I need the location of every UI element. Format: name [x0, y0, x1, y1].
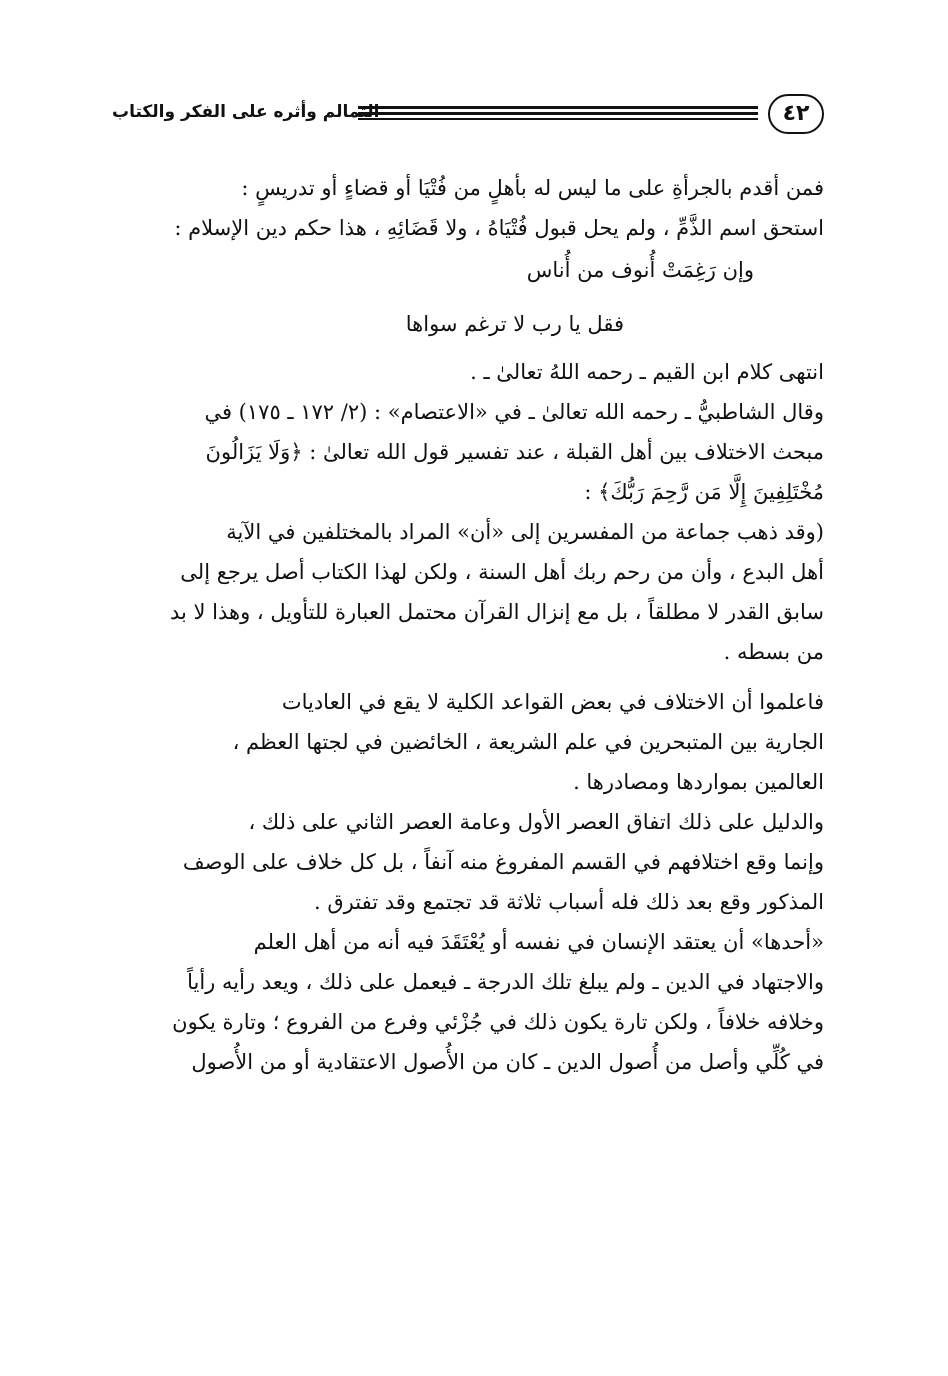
text-line: مبحث الاختلاف بين أهل القبلة ، عند تفسير قول الله تعالىٰ : ﴿وَلَا يَزَالُونَ	[205, 440, 824, 464]
book-title: التمالم وأثره على الفكر والكتاب	[112, 102, 380, 122]
text-line: سابق القدر لا مطلقاً ، بل مع إنزال القرآن محتمل العبارة للتأويل ، وهذا لا بد	[169, 600, 824, 624]
text-line: استحق اسم الذَّمِّ ، ولم يحل قبول فُتْيَاهُ ، ولا قَضَائِهِ ، هذا حكم دين الإسلام :	[174, 216, 824, 240]
header-rules	[358, 106, 758, 120]
text-line: فاعلموا أن الاختلاف في بعض القواعد الكلية لا يقع في العاديات	[281, 690, 824, 714]
text-line: والاجتهاد في الدين ـ ولم يبلغ تلك الدرجة ـ فيعمل على ذلك ، ويعد رأيه رأياً	[187, 970, 824, 994]
text-line: في كُلِّي وأصل من أُصول الدين ـ كان من الأُصول الاعتقادية أو من الأُصول	[191, 1050, 824, 1074]
text-line: «أحدها» أن يعتقد الإنسان في نفسه أو يُعْتَقَدَ فيه أنه من أهل العلم	[253, 930, 824, 954]
poem-hemistich: فقل يا رب لا ترغم سواها	[405, 312, 624, 336]
page-number: ٤٢	[768, 94, 824, 134]
poem-hemistich: وإن رَغِمَتْ أُنوف من أُناس	[526, 258, 754, 282]
text-line: وقال الشاطبيُّ ـ رحمه الله تعالىٰ ـ في «الاعتصام» : (٢/ ١٧٢ ـ ١٧٥) في	[204, 400, 824, 424]
quran-verse-line: مُخْتَلِفِينَ إِلَّا مَن رَّحِمَ رَبُّكَ﴾ :	[584, 480, 824, 504]
page-body	[112, 168, 824, 1082]
header-rule	[358, 112, 758, 115]
text-line: فمن أقدم بالجرأةِ على ما ليس له بأهلٍ من فُتْيَا أو قضاءٍ أو تدريسٍ :	[241, 176, 824, 200]
header-rule	[358, 106, 758, 109]
text-line: الجارية بين المتبحرين في علم الشريعة ، الخائضين في لجتها العظم ،	[232, 730, 824, 754]
text-line: من بسطه .	[723, 640, 824, 664]
text-line: والدليل على ذلك اتفاق العصر الأول وعامة العصر الثاني على ذلك ،	[248, 810, 824, 834]
header-rule	[358, 118, 758, 120]
text-line: العالمين بمواردها ومصادرها .	[573, 770, 824, 794]
text-line: (وقد ذهب جماعة من المفسرين إلى «أن» المراد بالمختلفين في الآية	[226, 520, 824, 544]
text-line: انتهى كلام ابن القيم ـ رحمه اللهُ تعالىٰ ـ .	[470, 360, 824, 384]
text-line: وخلافه خلافاً ، ولكن تارة يكون ذلك في جُزْئي وفرع من الفروع ؛ وتارة يكون	[172, 1010, 824, 1034]
text-line: أهل البدع ، وأن من رحم ربك أهل السنة ، ولكن لهذا الكتاب أصل يرجع إلى	[180, 560, 824, 584]
text-line: وإنما وقع اختلافهم في القسم المفروغ منه آنفاً ، بل كل خلاف على الوصف	[182, 850, 824, 874]
text-line: المذكور وقع بعد ذلك فله أسباب ثلاثة قد تجتمع وقد تفترق .	[314, 890, 824, 914]
running-header	[112, 92, 824, 142]
